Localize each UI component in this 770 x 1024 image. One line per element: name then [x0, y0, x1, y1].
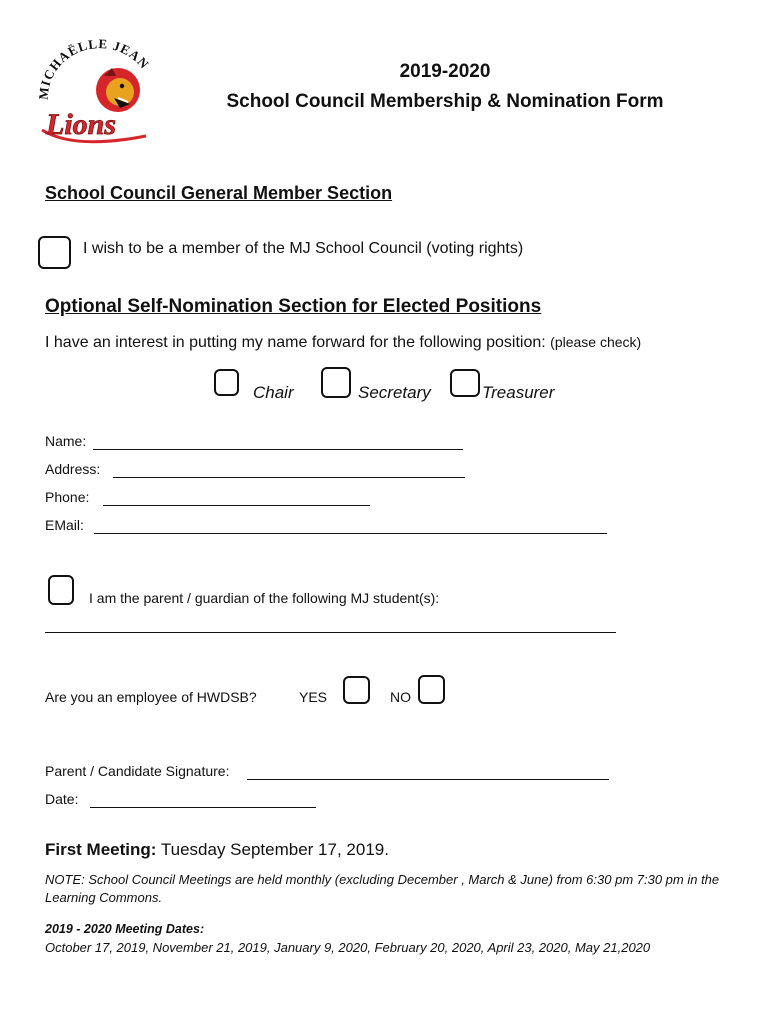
email-field[interactable]: [94, 533, 607, 534]
first-meeting-value: Tuesday September 17, 2019.: [160, 840, 389, 859]
treasurer-label: Treasurer: [482, 383, 555, 402]
general-section-heading: School Council General Member Section: [45, 183, 393, 203]
chair-label: Chair: [253, 383, 294, 402]
date-label: Date:: [45, 791, 79, 807]
employee-yes-label: YES: [299, 689, 328, 705]
logo-script-text: Lions: [46, 108, 117, 141]
treasurer-checkbox[interactable]: [450, 369, 480, 397]
employee-no-checkbox[interactable]: [418, 675, 445, 704]
form-title: School Council Membership & Nomination Form: [226, 91, 664, 112]
member-checkbox[interactable]: [38, 236, 71, 269]
logo-arc-text: MICHAËLLE JEAN: [35, 38, 153, 101]
meeting-note: NOTE: School Council Meetings are held monthly (excluding December , March & June) from 6:30 pm 7:30 pm in the Learning Commons.: [45, 872, 720, 905]
signature-label: Parent / Candidate Signature:: [45, 763, 230, 779]
first-meeting: [45, 840, 389, 860]
nomination-intro-note: (please check): [550, 334, 642, 350]
meeting-dates: October 17, 2019, November 21, 2019, January 9, 2020, February 20, 2020, April 23, 2020, May 21,2020: [45, 940, 651, 955]
secretary-label: Secretary: [358, 383, 431, 402]
guardian-checkbox[interactable]: [48, 575, 74, 605]
student-names-field[interactable]: [45, 632, 616, 633]
nomination-intro: [45, 334, 641, 352]
phone-field[interactable]: [103, 505, 370, 506]
name-label: Name:: [45, 433, 87, 449]
employee-question: Are you an employee of HWDSB?: [45, 689, 257, 705]
member-checkbox-label: I wish to be a member of the MJ School Council (voting rights): [83, 240, 524, 257]
first-meeting-label: First Meeting:: [45, 840, 157, 859]
signature-field[interactable]: [247, 779, 609, 780]
address-field[interactable]: [113, 477, 465, 478]
guardian-label: I am the parent / guardian of the following MJ student(s):: [89, 590, 440, 606]
employee-no-label: NO: [390, 689, 411, 705]
address-label: Address:: [45, 461, 101, 477]
employee-yes-checkbox[interactable]: [343, 676, 370, 704]
nomination-section-heading: Optional Self-Nomination Section for Elected Positions: [45, 296, 542, 317]
date-field[interactable]: [90, 807, 316, 808]
school-logo: [34, 38, 158, 154]
lion-logo-icon: [34, 38, 158, 154]
meeting-dates-heading: 2019 - 2020 Meeting Dates:: [45, 922, 205, 936]
name-field[interactable]: [93, 449, 463, 450]
form-year: 2019-2020: [399, 61, 491, 82]
email-label: EMail:: [45, 517, 84, 533]
nomination-intro-text: I have an interest in putting my name forward for the following position:: [45, 334, 546, 351]
chair-checkbox[interactable]: [214, 369, 239, 396]
phone-label: Phone:: [45, 489, 90, 505]
secretary-checkbox[interactable]: [321, 367, 351, 398]
